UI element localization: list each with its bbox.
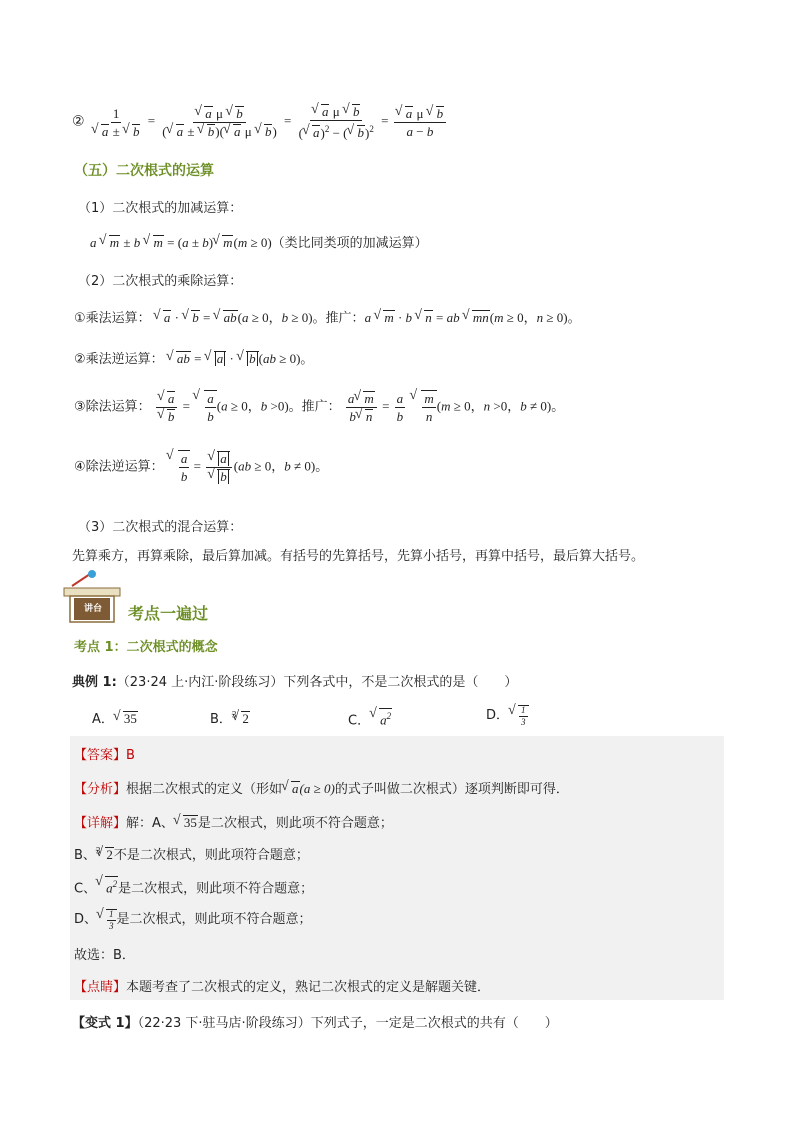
formula-marker: ② — [72, 114, 85, 130]
answer-line: 【答案】B — [74, 748, 135, 763]
detail-a-line: 【详解】解：A、√ 35是二次根式，则此项不符合题意； — [74, 812, 393, 831]
answer-panel — [70, 736, 724, 1000]
frac-step1: √ $\frac{\text{a μ √ b}}{\text{(√ a ± √ b)(√ a μ √ b)}}$ — [160, 106, 278, 139]
banner-title: 考点一遍过 — [128, 604, 209, 623]
analysis-line: 【分析】根据二次根式的定义（形如√ a(a ≥ 0)的式子叫做二次根式）逐项判断即可得． — [74, 778, 569, 797]
formula-rationalize: ② 1 √ a ± √ b = √ $\frac{\text{a μ √ b}}{\text{(√ a ± √ b)(√ a μ √ b)}}$ = √ $\frac{\text{a μ √ b}}{(√ a)^2 - (√ b)^2}$ = √ $\frac{\text{a μ √ b}}{a - b}$ — [72, 104, 448, 140]
rule-multiply: ①乘法运算： √ a · √ b = √ ab(a ≥ 0，b ≥ 0)。推广：a √ m · b √ n = ab √ mn(m ≥ 0，n ≥ 0)。 — [74, 307, 581, 326]
formula-add-sub: a √ m ± b √ m = (a ± b)√ m(m ≥ 0)（类比同类项的加减运算） — [90, 232, 428, 251]
option-a: A．√ 35 — [92, 708, 138, 727]
section-title: （五）二次根式的运算 — [74, 163, 214, 179]
rule-divide-inverse: ④除法逆运算： √ $\frac{a}{b}$ = √ a √ b (ab ≥ 0，b ≠ 0)。 — [74, 450, 328, 484]
item-add-sub-title: （1）二次根式的加减运算： — [78, 201, 243, 216]
mixed-ops-rule: 先算乘方，再算乘除，最后算加减。有括号的先算括号，先算小括号，再算中括号，最后算大括号。 — [72, 549, 645, 564]
frac-lhs: 1 √ a ± √ b — [90, 106, 143, 139]
item-mixed-title: （3）二次根式的混合运算： — [78, 520, 243, 535]
example-question: 典例 1:（23·24 上·内江·阶段练习）下列各式中，不是二次根式的是（ ） — [72, 675, 518, 690]
detail-c-line: C、√ $a^2$是二次根式，则此项不符合题意； — [74, 876, 313, 896]
podium-label: 讲台 — [84, 604, 103, 614]
detail-d-line: D、 √ $\frac{1}{3}$ 是二次根式，则此项不符合题意； — [74, 908, 312, 931]
choice-line: 故选：B． — [74, 948, 135, 963]
option-c: C．√ $a^2$ — [348, 708, 392, 728]
frac-step3: √ $\frac{\text{a μ √ b}}{a - b}$ — [394, 106, 446, 139]
detail-b-line: B、$^3$√ 2不是二次根式，则此项符合题意； — [74, 844, 309, 863]
comment-line: 【点睛】本题考查了二次根式的定义，熟记二次根式的定义是解题关键． — [74, 980, 491, 995]
option-b: B．$^3$√ 2 — [210, 708, 250, 727]
item-mul-div-title: （2）二次根式的乘除运算： — [78, 274, 243, 289]
kaodian-title: 考点 1：二次根式的概念 — [74, 640, 218, 655]
option-d: D． √ $\frac{1}{3}$ — [486, 704, 529, 727]
rule-multiply-inverse: ②乘法逆运算： √ ab = √ a · √ b (ab ≥ 0)。 — [74, 348, 313, 367]
frac-step2: √ $\frac{\text{a μ √ b}}{(√ a)^2 - (√ b)^2}$ — [297, 104, 376, 140]
variant-question: 【变式 1】（22·23 下·驻马店·阶段练习）下列式子，一定是二次根式的共有（ ） — [72, 1016, 558, 1031]
rule-divide: ③除法运算： √ a √ b = √ $\frac{a}{b}$ (a ≥ 0，b >0)。推广： $\frac{a√ m}{b√ n}$ = $\frac{a}{b}$ √ $\frac{m}{n}$ (m ≥ 0，n >0，b ≠ 0)。 — [74, 390, 564, 424]
